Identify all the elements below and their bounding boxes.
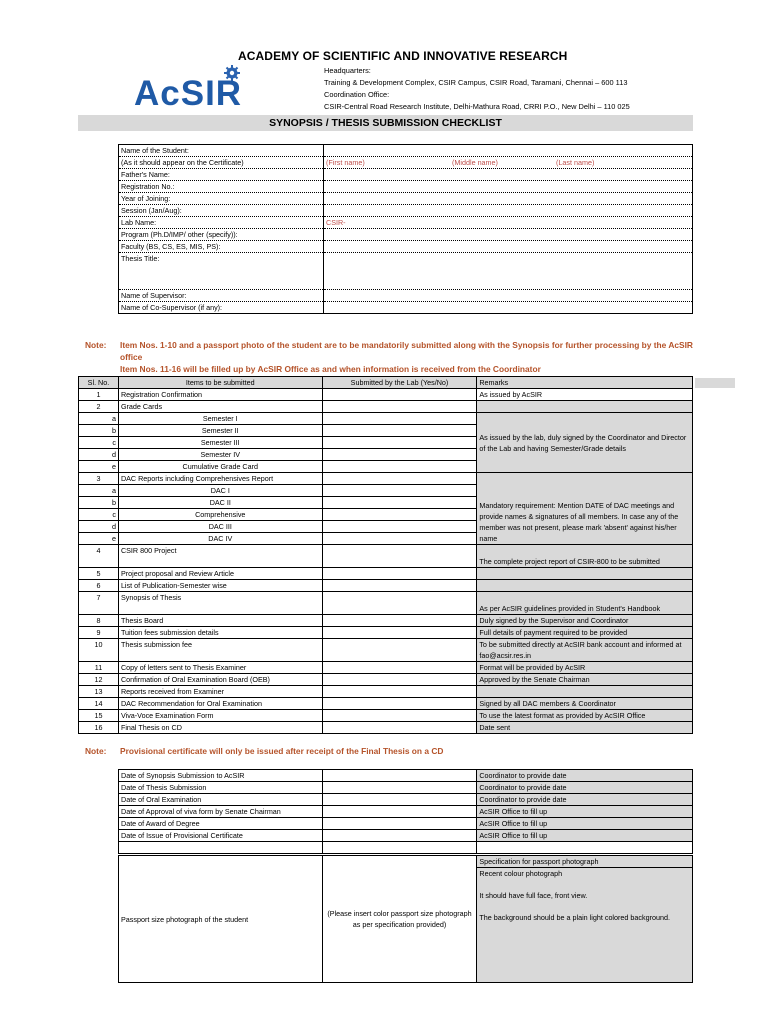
table-row: 7 Synopsis of Thesis As per AcSIR guidelines provided in Student's Handbook [79, 592, 693, 615]
student-name-sub: (As it should appear on the Certificate) [119, 157, 324, 169]
father-name-label: Father's Name: [119, 169, 324, 181]
table-row: b DAC II [79, 497, 693, 509]
table-row: 6 List of Publication-Semester wise [79, 580, 693, 592]
dac-remark: Mandatory requirement: Mention DATE of DAC meetings and provide names & signatures of all members. In case any of the member was not present, please mark 'absent' against his/her name [477, 473, 693, 545]
student-details-table [118, 144, 693, 314]
lab-field[interactable]: CSIR- [324, 217, 693, 229]
col-submitted: Submitted by the Lab (Yes/No) [322, 377, 477, 389]
checklist-header [79, 377, 693, 389]
faculty-field[interactable] [324, 241, 693, 253]
table-row: d Semester IV [79, 449, 693, 461]
table-row: 3 DAC Reports including Comprehensives Report Mandatory requirement: Mention DATE of DAC meetings and provide names & signatures of all members. In case any of the member was not present, please mark 'absent' against his/her name [79, 473, 693, 485]
table-row: e DAC IV [79, 533, 693, 545]
checklist-table [78, 376, 693, 734]
session-label: Session (Jan/Aug): [119, 205, 324, 217]
table-row: d DAC III [79, 521, 693, 533]
photo-spec-body: Recent colour photograph It should have full face, front view. The background should be a plain light colored background. [477, 868, 693, 983]
note2-text: Provisional certificate will only be issued after receipt of the Final Thesis on a CD [120, 746, 444, 756]
table-row: 8 Thesis Board Duly signed by the Supervisor and Coordinator [79, 615, 693, 627]
table-row: Date of Thesis Submission Coordinator to provide date [119, 782, 693, 794]
photo-spec-title: Specification for passport photograph [477, 856, 693, 868]
first-name-hint: (First name) [326, 158, 365, 167]
side-gray-bar [695, 378, 735, 388]
table-row: 5 Project proposal and Review Article [79, 568, 693, 580]
table-row: 10 Thesis submission fee To be submitted directly at AcSIR bank account and informed at fao@acsir.res.in [79, 639, 693, 662]
hq-address: Training & Development Complex, CSIR Campus, CSIR Road, Taramani, Chennai – 600 113 [324, 78, 628, 87]
col-items: Items to be submitted [118, 377, 322, 389]
note1-line1: Item Nos. 1-10 and a passport photo of the student are to be mandatorily submitted along with the Synopsis for further processing by the AcSIR office [120, 340, 693, 362]
acsir-logo [134, 62, 274, 114]
year-field[interactable] [324, 193, 693, 205]
program-label: Program (Ph.D/IMP/ other (specify)): [119, 229, 324, 241]
table-row: 11 Copy of letters sent to Thesis Examiner Format will be provided by AcSIR [79, 662, 693, 674]
col-sl: Sl. No. [79, 377, 119, 389]
photo-table [118, 855, 693, 983]
cosupervisor-label: Name of Co-Supervisor (if any): [119, 302, 324, 314]
note2-label: Note: [85, 746, 107, 756]
table-row: 15 Viva-Voce Examination Form To use the latest format as provided by AcSIR Office [79, 710, 693, 722]
table-row: 2 Grade Cards [79, 401, 693, 413]
col-remarks: Remarks [477, 377, 693, 389]
faculty-label: Faculty (BS, CS, ES, MIS, PS): [119, 241, 324, 253]
thesis-title-field[interactable] [324, 253, 693, 290]
table-row: 4 CSIR 800 Project The complete project report of CSIR-800 to be submitted [79, 545, 693, 568]
registration-field[interactable] [324, 181, 693, 193]
checklist-banner: SYNOPSIS / THESIS SUBMISSION CHECKLIST [78, 115, 693, 131]
table-row: c Semester III [79, 437, 693, 449]
table-row: Date of Award of Degree AcSIR Office to fill up [119, 818, 693, 830]
grade-remark: As issued by the lab, duly signed by the Coordinator and Director of the Lab and having Semester/Grade details [477, 413, 693, 473]
table-row: 12 Confirmation of Oral Examination Board (OEB) Approved by the Senate Chairman [79, 674, 693, 686]
father-name-field[interactable] [324, 169, 693, 181]
table-row: Date of Synopsis Submission to AcSIR Coordinator to provide date [119, 770, 693, 782]
note1-label: Note: [85, 340, 107, 350]
last-name-hint: (Last name) [556, 158, 595, 167]
logo-text: AcSIR [134, 74, 243, 113]
dates-table [118, 769, 693, 854]
coord-address: CSIR-Central Road Research Institute, Delhi-Mathura Road, CRRI P.O., New Delhi – 110 025 [324, 102, 630, 111]
table-row: 9 Tuition fees submission details Full details of payment required to be provided [79, 627, 693, 639]
coord-label: Coordination Office: [324, 90, 390, 99]
hq-label: Headquarters: [324, 66, 371, 75]
table-row: Date of Issue of Provisional Certificate AcSIR Office to fill up [119, 830, 693, 842]
table-row: 1 Registration Confirmation As issued by AcSIR [79, 389, 693, 401]
supervisor-field[interactable] [324, 290, 693, 302]
cosupervisor-field[interactable] [324, 302, 693, 314]
session-field[interactable] [324, 205, 693, 217]
table-row: a Semester I As issued by the lab, duly signed by the Coordinator and Director of the Lab and having Semester/Grade details [79, 413, 693, 425]
table-row [119, 842, 693, 854]
table-row: 13 Reports received from Examiner [79, 686, 693, 698]
lab-label: Lab Name: [119, 217, 324, 229]
program-field[interactable] [324, 229, 693, 241]
photo-drop-area[interactable]: (Please insert color passport size photograph as per specification provided) [322, 856, 477, 983]
table-row: e Cumulative Grade Card [79, 461, 693, 473]
table-row: a DAC I [79, 485, 693, 497]
photo-label: Passport size photograph of the student [119, 856, 323, 983]
table-row: Date of Approval of viva form by Senate Chairman AcSIR Office to fill up [119, 806, 693, 818]
table-row: 14 DAC Recommendation for Oral Examination Signed by all DAC members & Coordinator [79, 698, 693, 710]
name-parts[interactable] [324, 157, 693, 169]
table-row: Date of Oral Examination Coordinator to provide date [119, 794, 693, 806]
table-row: 16 Final Thesis on CD Date sent [79, 722, 693, 734]
institution-title: ACADEMY OF SCIENTIFIC AND INNOVATIVE RESEARCH [238, 49, 568, 63]
student-name-field[interactable] [324, 145, 693, 157]
note1-line2: Item Nos. 11-16 will be filled up by AcSIR Office as and when information is received from the Coordinator [120, 364, 541, 374]
address-block [324, 65, 630, 113]
middle-name-hint: (Middle name) [452, 158, 498, 167]
registration-label: Registration No.: [119, 181, 324, 193]
table-row: b Semester II [79, 425, 693, 437]
supervisor-label: Name of Supervisor: [119, 290, 324, 302]
thesis-title-label: Thesis Title: [119, 253, 324, 290]
table-row: c Comprehensive [79, 509, 693, 521]
student-name-label: Name of the Student: [119, 145, 324, 157]
year-label: Year of Joining: [119, 193, 324, 205]
note1-text [120, 339, 695, 375]
